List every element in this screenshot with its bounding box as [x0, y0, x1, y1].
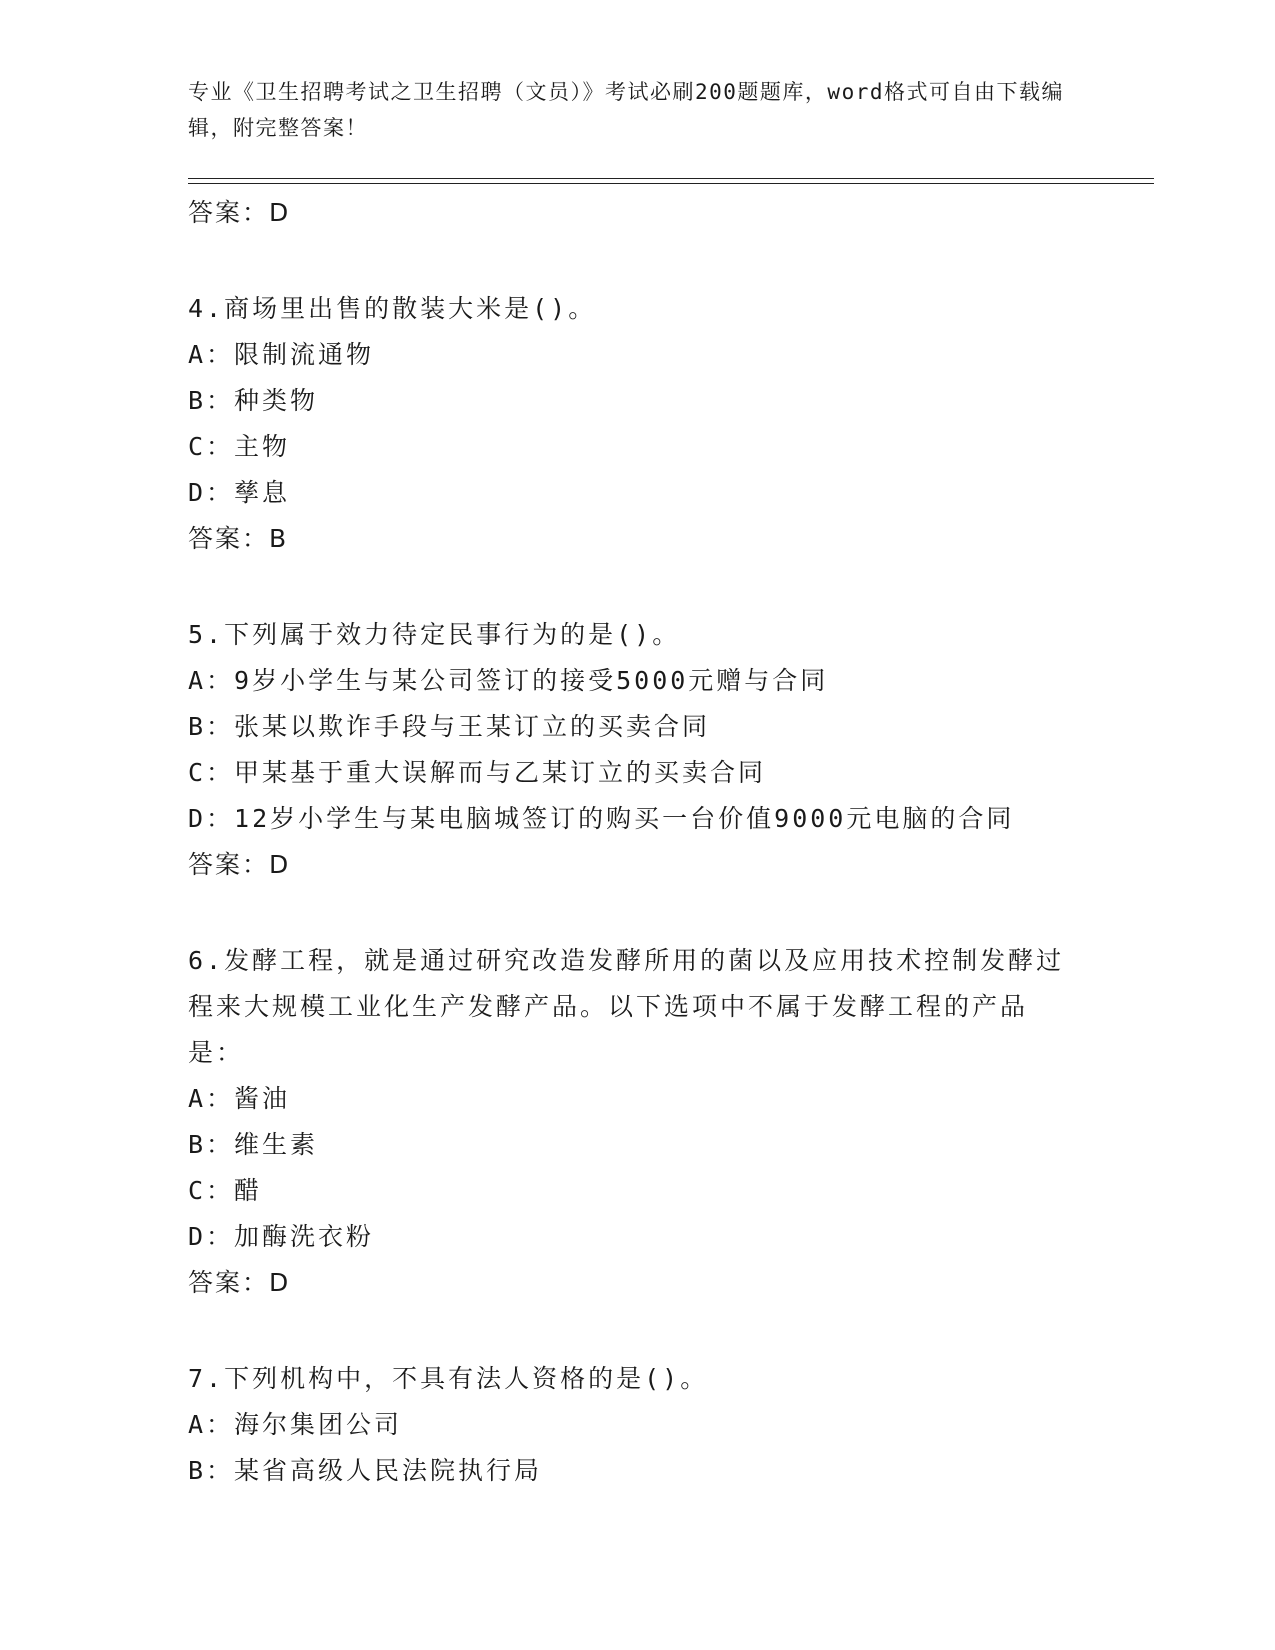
- option-b: B：张某以欺诈手段与王某订立的买卖合同: [188, 712, 711, 741]
- answer-q6: 答案：D: [188, 1268, 291, 1297]
- option-c: C：醋: [188, 1176, 263, 1205]
- option-a: A：酱油: [188, 1084, 291, 1113]
- option-c: C：甲某基于重大误解而与乙某订立的买卖合同: [188, 758, 767, 787]
- answer-q3: 答案：D: [188, 198, 291, 227]
- question-6: [188, 938, 1068, 1306]
- header-rule-bottom: [188, 183, 1154, 184]
- option-b: B：种类物: [188, 386, 319, 415]
- question-7: [188, 1356, 1068, 1494]
- question-list: [188, 190, 1068, 1494]
- answer-q4: 答案：B: [188, 524, 289, 553]
- spacer: [188, 236, 1068, 286]
- option-b: B：维生素: [188, 1130, 319, 1159]
- question-stem: 6.发酵工程，就是通过研究改造发酵所用的菌以及应用技术控制发酵过程来大规模工业化生产发酵产品。以下选项中不属于发酵工程的产品是：: [188, 946, 1065, 1067]
- option-a: A：9岁小学生与某公司签订的接受5000元赠与合同: [188, 666, 829, 695]
- option-a: A：海尔集团公司: [188, 1410, 403, 1439]
- question-stem: 7.下列机构中，不具有法人资格的是()。: [188, 1364, 709, 1393]
- option-d: D：加酶洗衣粉: [188, 1222, 375, 1251]
- option-a: A：限制流通物: [188, 340, 375, 369]
- option-d: D：孳息: [188, 478, 291, 507]
- spacer: [188, 888, 1068, 938]
- document-header: 专业《卫生招聘考试之卫生招聘（文员）》考试必刷200题题库，word格式可自由下载编辑，附完整答案！: [188, 80, 1064, 140]
- header-rule-top: [188, 178, 1154, 179]
- spacer: [188, 1306, 1068, 1356]
- question-5: [188, 612, 1068, 888]
- option-b: B：某省高级人民法院执行局: [188, 1456, 543, 1485]
- question-4: [188, 286, 1068, 562]
- spacer: [188, 562, 1068, 612]
- option-d: D：12岁小学生与某电脑城签订的购买一台价值9000元电脑的合同: [188, 804, 1015, 833]
- answer-q5: 答案：D: [188, 850, 291, 879]
- question-stem: 4.商场里出售的散装大米是()。: [188, 294, 597, 323]
- question-stem: 5.下列属于效力待定民事行为的是()。: [188, 620, 681, 649]
- option-c: C：主物: [188, 432, 291, 461]
